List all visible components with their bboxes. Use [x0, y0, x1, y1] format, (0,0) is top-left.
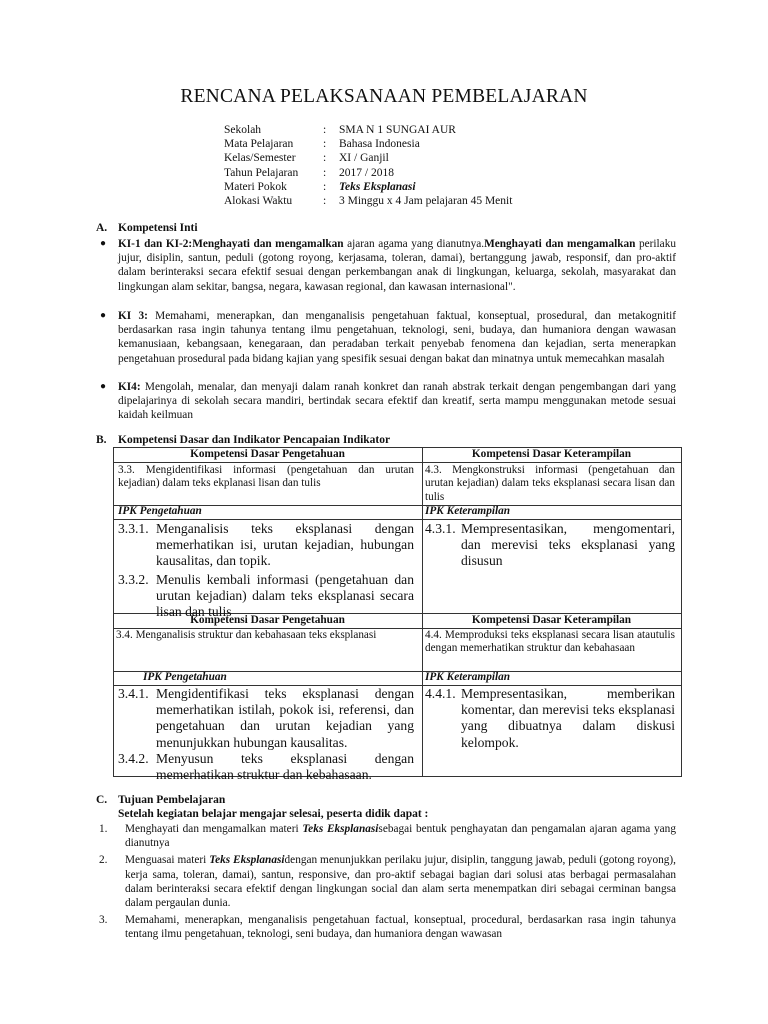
ki-4: ● KI4: Mengolah, menalar, dan menyaji dalam ranah konkret dan ranah abstrak terkait dengan pengembangan dari yang dipelajarinya di sekolah secara mandiri, bertindak secara efektif dan kreatif, serta mampu menggunakan metode sesuai kaidah keilmuan: [100, 381, 676, 422]
ipk-3-4-list: [118, 686, 414, 783]
list-item: 4.4.1. Mempresentasikan, memberikan komentar, dan merevisi teks eksplanasi yang dibuatnya dalam diskusi kelompok.: [425, 686, 675, 750]
tujuan-list: [96, 822, 676, 945]
table-rule: [681, 447, 682, 777]
bullet-icon: ●: [100, 381, 107, 392]
ki-3: ● KI 3: Memahami, menerapkan, dan menganalisis pengetahuan faktual, konseptual, prosedural, dan metakognitif berdasarkan rasa ingin tahunya tentang ilmu pengetahuan, teknologi, seni, budaya, dan humaniora dengan wawasan kemanusiaan, kebangsaan, kenegaraan, dan peradaban terkait penyebab fenomena dan kejadian, serta menerapkan pengetahuan prosedural pada bidang kajian yang spesifik sesuai dengan bakat dan minatnya untuk memecahkan masalah: [100, 310, 676, 365]
kd-ipk-table: [113, 447, 682, 783]
kd-3-3: 3.3. Mengidentifikasi informasi (pengetahuan dan urutan kejadian) dalam teks ekplanasi lisan dan tulis: [118, 464, 414, 490]
list-item: 1. Menghayati dan mengamalkan materi Teks Eksplanasisebagai bentuk penghayatan dan pengamalan ajaran agama yang dianutnya: [99, 823, 676, 850]
ipk-pengetahuan-label-2: IPK Pengetahuan: [143, 671, 227, 683]
list-item: 3. Memahami, menerapkan, menganalisis pengetahuan factual, konseptual, procedural, berdasarkan rasa ingin tahunya tentang ilmu pengetahuan, teknologi, seni budaya, dan humaniora dengan wawasan: [99, 914, 676, 941]
info-block: [224, 123, 512, 208]
ipk-keterampilan-label-2: IPK Keterampilan: [425, 671, 511, 683]
list-item: 3.4.2. Menyusun teks eksplanasi dengan memerhatikan struktur dan kebahasaan.: [118, 750, 414, 783]
list-item: 4.3.1. Mempresentasikan, mengomentari, dan merevisi teks eksplanasi yang disusun: [425, 521, 675, 569]
kd-4-3: 4.3. Mengkonstruksi informasi (pengetahuan dan urutan kejadian) dalam teks eksplanasi secara lisan dan tulis: [425, 464, 675, 503]
list-item: 3.4.1. Mengidentifikasi teks eksplanasi dengan memerhatikan istilah, pokok isi, referensi, dan pengetahuan dan urutan kejadian yang menunjukkan hubungan kausalitas.: [118, 686, 414, 750]
kd-3-4: 3.4. Menganalisis struktur dan kebahasaan teks eksplanasi: [116, 629, 377, 641]
list-item: 3.3.1. Menganalisis teks eksplanasi dengan memerhatikan isi, urutan kejadian, hubungan kausalitas, dan topik.: [118, 521, 414, 569]
bullet-icon: ●: [100, 238, 107, 249]
tujuan-intro: Setelah kegiatan belajar mengajar selesai, peserta didik dapat :: [118, 808, 429, 820]
document-page: RENCANA PELAKSANAAN PEMBELAJARAN Sekolah : SMA N 1 SUNGAI AUR Mata Pelajaran : Bahasa Indonesia Kelas/Semester : XI / Ganjil Tahun Pelajaran : 2017 / 2018 Materi Pokok : Teks Eksplanasi Alokasi Waktu : 3 Minggu x 4 Jam pelajaran 45 Menit A. Kompetensi Inti ● KI-1 dan KI-2:Menghayati dan mengamalkan ajaran agama yang dianutnya.Menghayati dan mengamalkan perilaku jujur, disiplin, santun, peduli (gotong royong, kerjasama, toleran, damai), bertanggung jawab, responsif, dan pro-aktif dalam berinteraksi secara efektif sesuai dengan perkembangan anak di lingkungan, keluarga, sekolah, masyarakat dan lingkungan alam sekitar, bangsa, negara, kawasan regional, dan kawasan internasional". ● KI 3: Memahami, menerapkan, dan menganalisis pengetahuan faktual, konseptual, prosedural, dan metakognitif berdasarkan rasa ingin tahunya tentang ilmu pengetahuan, teknologi, seni, budaya, dan humaniora dengan wawasan kemanusiaan, kebangsaan, kenegaraan, dan peradaban terkait penyebab fenomena dan kejadian, serta menerapkan pengetahuan prosedural pada bidang kajian yang spesifik sesuai dengan bakat dan minatnya untuk memecahkan masalah ● KI4: Mengolah, menalar, dan menyaji dalam ranah konkret dan ranah abstrak terkait dengan pengembangan dari yang dipelajarinya di sekolah secara mandiri, bertindak secara efektif dan kreatif, serta mampu menggunakan metode sesuai kaidah keilmuan B. Kompetensi Dasar dan Indikator Pencapaian Indikator Kompetensi Dasar Pengetahuan Kompetensi Dasar Keterampilan 3.3. Mengidentifikasi informasi (pengetahuan dan urutan kejadian) dalam teks ekplanasi lisan dan tulis 4.3. Mengkonstruksi informasi (pengetahuan dan urutan kejadian) dalam teks eksplanasi secara lisan dan tulis IPK Pengetahuan IPK Keterampilan 3.3.1. Menganalisis teks eksplanasi dengan memerhatikan isi, urutan kejadian, hubungan kausalitas, dan topik. 3.3.2. Menulis kembali informasi (pengetahuan dan urutan kejadian) dalam teks eksplanasi secara lisan dan tulis 4.3.1. Mempresentasikan, mengomentari, dan merevisi teks eksplanasi yang disusun Kompetensi Dasar Pengetahuan Kompetensi Dasar Keterampilan 3.4. Menganalisis struktur dan kebahasaan teks eksplanasi 4.4. Memproduksi teks eksplanasi secara lisan atautulis dengan memerhatikan struktur dan kebahasaan IPK Pengetahuan IPK Keterampilan 3.4.1. Mengidentifikasi teks eksplanasi dengan memerhatikan istilah, pokok isi, referensi, dan pengetahuan dan urutan kejadian yang menunjukkan hubungan kausalitas. 3.4.2. Menyusun teks eksplanasi dengan memerhatikan struktur dan kebahasaan. 4.4.1. Mempresentasikan, memberikan komentar, dan merevisi teks eksplanasi yang dibuatnya dalam diskusi kelompok. C. Tujuan Pembelajaran Setelah kegiatan belajar mengajar selesai, peserta didik dapat : 1. Menghayati dan mengamalkan materi Teks Eksplanasisebagai bentuk penghayatan dan pengamalan ajaran agama yang dianutnya 2. Menguasai materi Teks Eksplanasidengan menunjukkan perilaku jujur, disiplin, tanggung jawab, peduli (gotong royong), kerja sama, toleran, damai), santun, responsive, dan pro-aktif sebagai bagian dari solusi atas berbagai permasalahan dalam berinteraksi secara efektif dengan lingkungan social dan alam serta menempatkan diri sebagai cerminan bangsa dalam pergaulan dunia. 3. Memahami, menerapkan, menganalisis pengetahuan factual, konseptual, procedural, berdasarkan rasa ingin tahunya tentang ilmu pengetahuan, teknologi, seni budaya, dan humaniora dengan wawasan: [0, 0, 768, 1024]
table-rule: [113, 519, 682, 520]
info-row: Alokasi Waktu : 3 Minggu x 4 Jam pelajaran 45 Menit: [224, 195, 513, 208]
list-item: 2. Menguasai materi Teks Eksplanasidengan menunjukkan perilaku jujur, disiplin, tanggung jawab, peduli (gotong royong), kerja sama, toleran, damai), santun, responsive, dan pro-aktif sebagai bagian dari solusi atas berbagai permasalahan dalam berinteraksi secara efektif dengan lingkungan social dan alam serta menempatkan diri sebagai cerminan bangsa dalam pergaulan dunia.: [99, 854, 676, 910]
kd-4-4: 4.4. Memproduksi teks eksplanasi secara lisan atautulis dengan memerhatikan struktur dan kebahasaan: [425, 629, 675, 655]
ipk-4-3-list: [425, 521, 675, 570]
ipk-4-4-list: [425, 686, 675, 751]
info-row: Materi Pokok : Teks Eksplanasi: [224, 180, 416, 193]
table-rule: [422, 447, 423, 777]
table-rule: [113, 447, 114, 777]
ipk-keterampilan-label: IPK Keterampilan: [425, 505, 511, 517]
header-kd-pengetahuan: Kompetensi Dasar Pengetahuan: [190, 448, 345, 460]
header-kd-keterampilan: Kompetensi Dasar Keterampilan: [471, 448, 632, 460]
header-kd-keterampilan-2: Kompetensi Dasar Keterampilan: [471, 614, 632, 626]
ipk-pengetahuan-label: IPK Pengetahuan: [118, 505, 202, 517]
bullet-icon: ●: [100, 310, 107, 321]
table-rule: [113, 462, 682, 463]
info-row: Sekolah : SMA N 1 SUNGAI AUR: [224, 124, 456, 136]
info-row: Mata Pelajaran : Bahasa Indonesia: [224, 138, 420, 151]
page-title: RENCANA PELAKSANAAN PEMBELAJARAN: [180, 86, 588, 107]
list-item: 3.3.2. Menulis kembali informasi (pengetahuan dan urutan kejadian) dalam teks eksplanasi secara lisan dan tulis: [118, 571, 414, 620]
ki-1-2: ● KI-1 dan KI-2:Menghayati dan mengamalkan ajaran agama yang dianutnya.Menghayati dan mengamalkan perilaku jujur, disiplin, santun, peduli (gotong royong, kerjasama, toleran, damai), bertanggung jawab, responsif, dan pro-aktif dalam berinteraksi secara efektif sesuai dengan perkembangan anak di lingkungan, keluarga, sekolah, masyarakat dan lingkungan alam sekitar, bangsa, negara, kawasan regional, dan kawasan internasional".: [100, 238, 676, 293]
header-kd-pengetahuan-2: Kompetensi Dasar Pengetahuan: [190, 614, 345, 626]
ipk-3-3-list: [118, 521, 414, 620]
info-row: Kelas/Semester : XI / Ganjil: [224, 152, 389, 165]
info-row: Tahun Pelajaran : 2017 / 2018: [224, 166, 394, 179]
